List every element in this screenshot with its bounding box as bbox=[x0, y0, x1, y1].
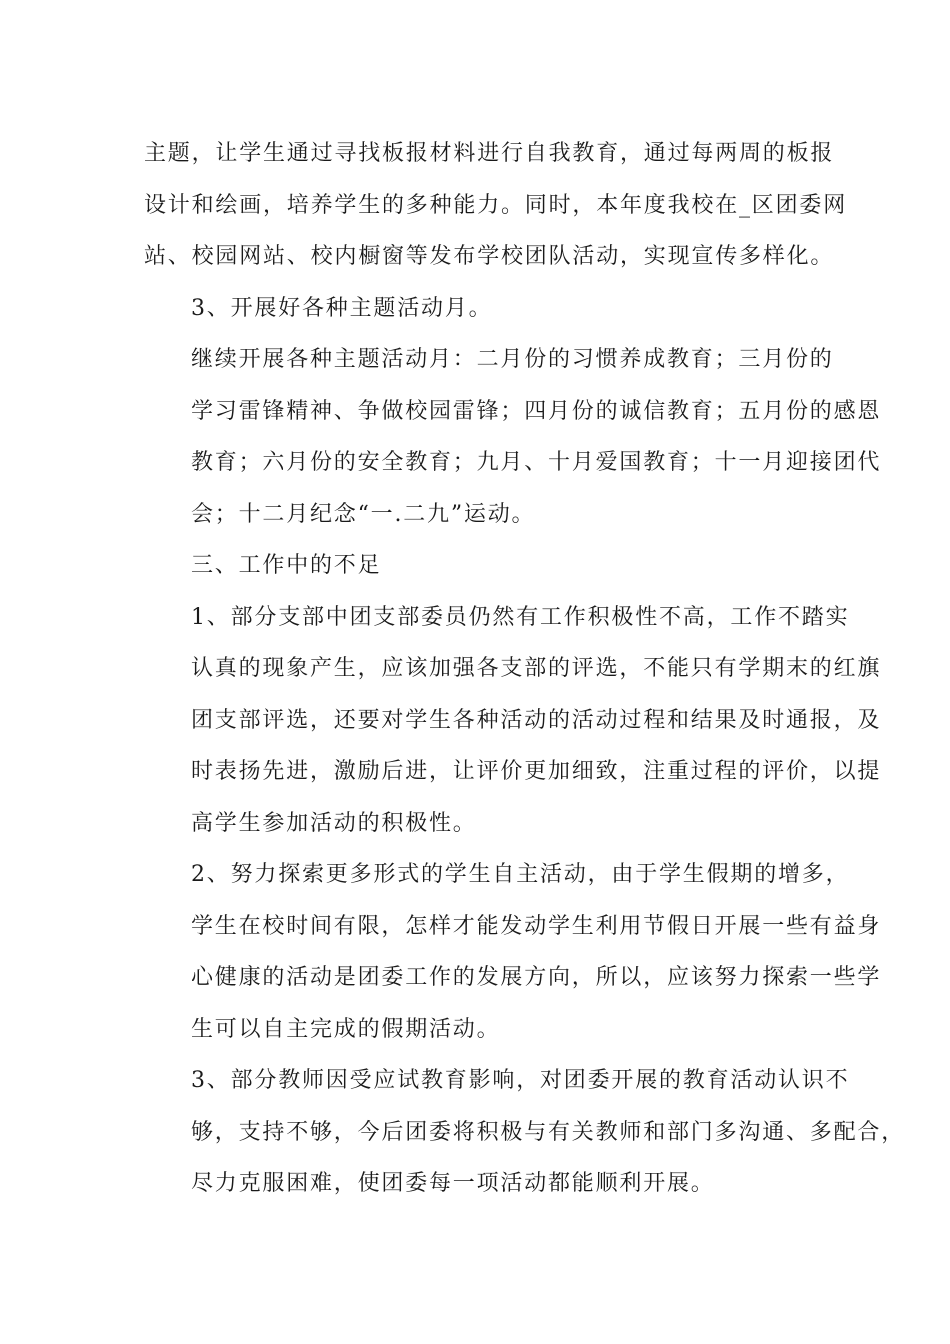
text-line: 学习雷锋精神、争做校园雷锋；四月份的诚信教育；五月份的感恩 bbox=[191, 398, 882, 424]
text-line: 高学生参加活动的积极性。 bbox=[191, 810, 477, 836]
text-line: 站、校园网站、校内橱窗等发布学校团队活动，实现宣传多样化。 bbox=[144, 244, 835, 269]
text-line: 会；十二月纪念“一.二九”运动。 bbox=[191, 501, 536, 527]
text-line: 心健康的活动是团委工作的发展方向，所以，应该努力探索一些学 bbox=[191, 965, 882, 990]
section-heading-shortcomings bbox=[144, 540, 808, 592]
text-line: 尽力克服困难，使团委每一项活动都能顺利开展。 bbox=[191, 1171, 715, 1196]
paragraph-shortcoming-2 bbox=[144, 849, 882, 1055]
text-line: 3、部分教师因受应试教育影响，对团委开展的教育活动认识不 bbox=[191, 1068, 850, 1093]
text-line: 生可以自主完成的假期活动。 bbox=[191, 1016, 501, 1042]
text-line: 1、部分支部中团支部委员仍然有工作积极性不高，工作不踏实 bbox=[191, 604, 850, 630]
text-line: 认真的现象产生，应该加强各支部的评选，不能只有学期末的红旗 bbox=[191, 656, 882, 681]
text-line: 三、工作中的不足 bbox=[191, 553, 382, 578]
text-line: 3、开展好各种主题活动月。 bbox=[191, 295, 493, 321]
text-line: 继续开展各种主题活动月：二月份的习惯养成教育；三月份的 bbox=[191, 347, 834, 372]
paragraph-shortcoming-1 bbox=[144, 592, 882, 850]
text-line: 主题，让学生通过寻找板报材料进行自我教育，通过每两周的板报 bbox=[144, 141, 835, 166]
text-line: 够，支持不够，今后团委将积极与有关教师和部门多沟通、多配合， bbox=[191, 1119, 906, 1145]
paragraph-publicity bbox=[144, 128, 848, 283]
text-line: 团支部评选，还要对学生各种活动的活动过程和结果及时通报，及 bbox=[191, 707, 882, 733]
text-line: 教育；六月份的安全教育；九月、十月爱国教育；十一月迎接团代 bbox=[191, 450, 882, 475]
text-line: 2、努力探索更多形式的学生自主活动，由于学生假期的增多， bbox=[191, 862, 850, 887]
heading-theme-months bbox=[144, 283, 808, 335]
paragraph-shortcoming-3 bbox=[144, 1055, 906, 1210]
document-body bbox=[144, 128, 906, 1210]
paragraph-theme-months bbox=[144, 334, 882, 540]
text-line: 时表扬先进，激励后进，让评价更加细致，注重过程的评价，以提 bbox=[191, 759, 882, 784]
text-line: 设计和绘画，培养学生的多种能力。同时，本年度我校在_区团委网 bbox=[144, 192, 848, 218]
text-line: 学生在校时间有限，怎样才能发动学生利用节假日开展一些有益身 bbox=[191, 913, 882, 939]
